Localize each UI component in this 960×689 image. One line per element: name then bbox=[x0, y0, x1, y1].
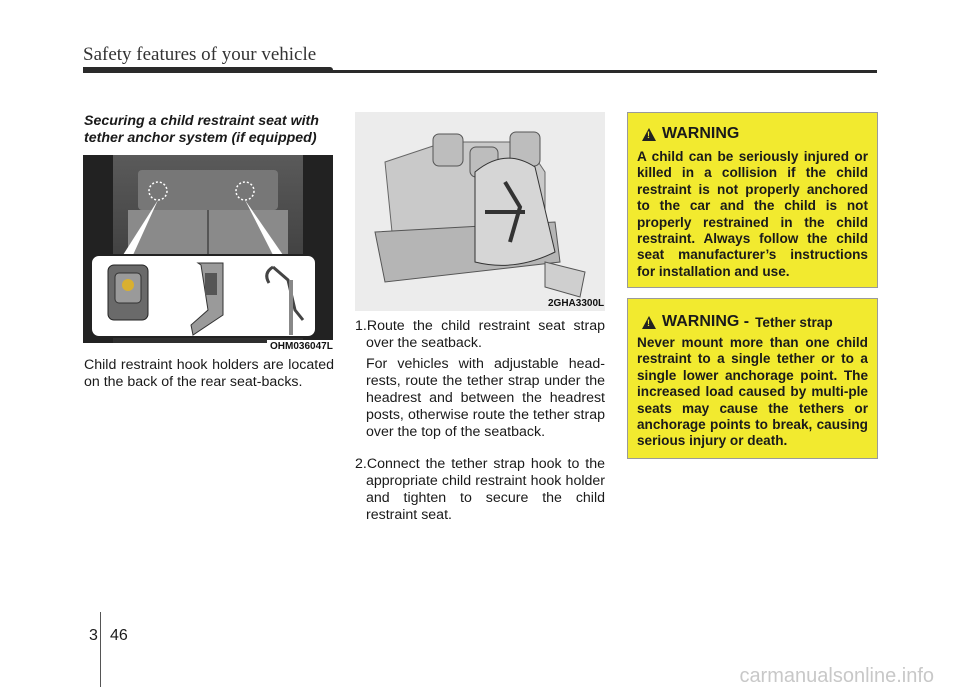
section-title: Securing a child restraint seat with tether anchor system (if equipped) bbox=[84, 113, 319, 146]
figure-code-middle: 2GHA3300L bbox=[548, 298, 605, 309]
header-rule bbox=[83, 70, 877, 73]
step-1: 1.Route the child restraint seat strap over the seatback. bbox=[355, 318, 605, 351]
cargo-hook-holders-illustration bbox=[83, 155, 333, 343]
paragraph-hook-holders: Child restraint hook holders are located on the back of the rear seat-backs. bbox=[84, 357, 334, 390]
warning-subtitle: Tether strap bbox=[755, 314, 833, 330]
warning-heading bbox=[642, 125, 739, 143]
chapter-number: 3 bbox=[89, 627, 98, 644]
warning-body: Never mount more than one child restraint to a single tether or to a single lower anchorage point. The increased load caused by multi-ple seats may cause the tethers or anchorage points to break, causing serious injury or death. bbox=[637, 335, 868, 449]
page-number-divider bbox=[100, 612, 101, 687]
step-1-note: For vehicles with adjustable head-rests, route the tether strap under the headrest and between the headrest posts, otherwise route the tether strap over the top of the seatback. bbox=[366, 356, 605, 440]
warning-title: WARNING bbox=[662, 125, 740, 142]
warning-heading bbox=[642, 313, 833, 331]
warning-title: WARNING - bbox=[662, 313, 750, 330]
step-2: 2.Connect the tether strap hook to the appropriate child restraint hook holder and tighten to secure the child restraint seat. bbox=[355, 456, 605, 523]
warning-box-child-injury bbox=[627, 112, 878, 288]
warning-triangle-icon bbox=[642, 128, 656, 141]
rear-seat-child-seat-illustration bbox=[355, 112, 605, 311]
warning-triangle-icon bbox=[642, 316, 656, 329]
watermark: carmanualsonline.info bbox=[739, 665, 934, 687]
page-header-title: Safety features of your vehicle bbox=[83, 44, 317, 65]
seat-figure bbox=[355, 112, 605, 311]
figure-code-left: OHM036047L bbox=[267, 340, 336, 353]
warning-body: A child can be seriously injured or killed in a collision if the child restraint is not properly anchored to the car and the child is not properly restrained in the child restraint. Always follow the child seat manufacturer’s instructions for installation and use. bbox=[637, 149, 868, 279]
page-number: 46 bbox=[110, 627, 128, 644]
cargo-area-figure bbox=[83, 155, 333, 343]
warning-box-tether-strap bbox=[627, 298, 878, 459]
